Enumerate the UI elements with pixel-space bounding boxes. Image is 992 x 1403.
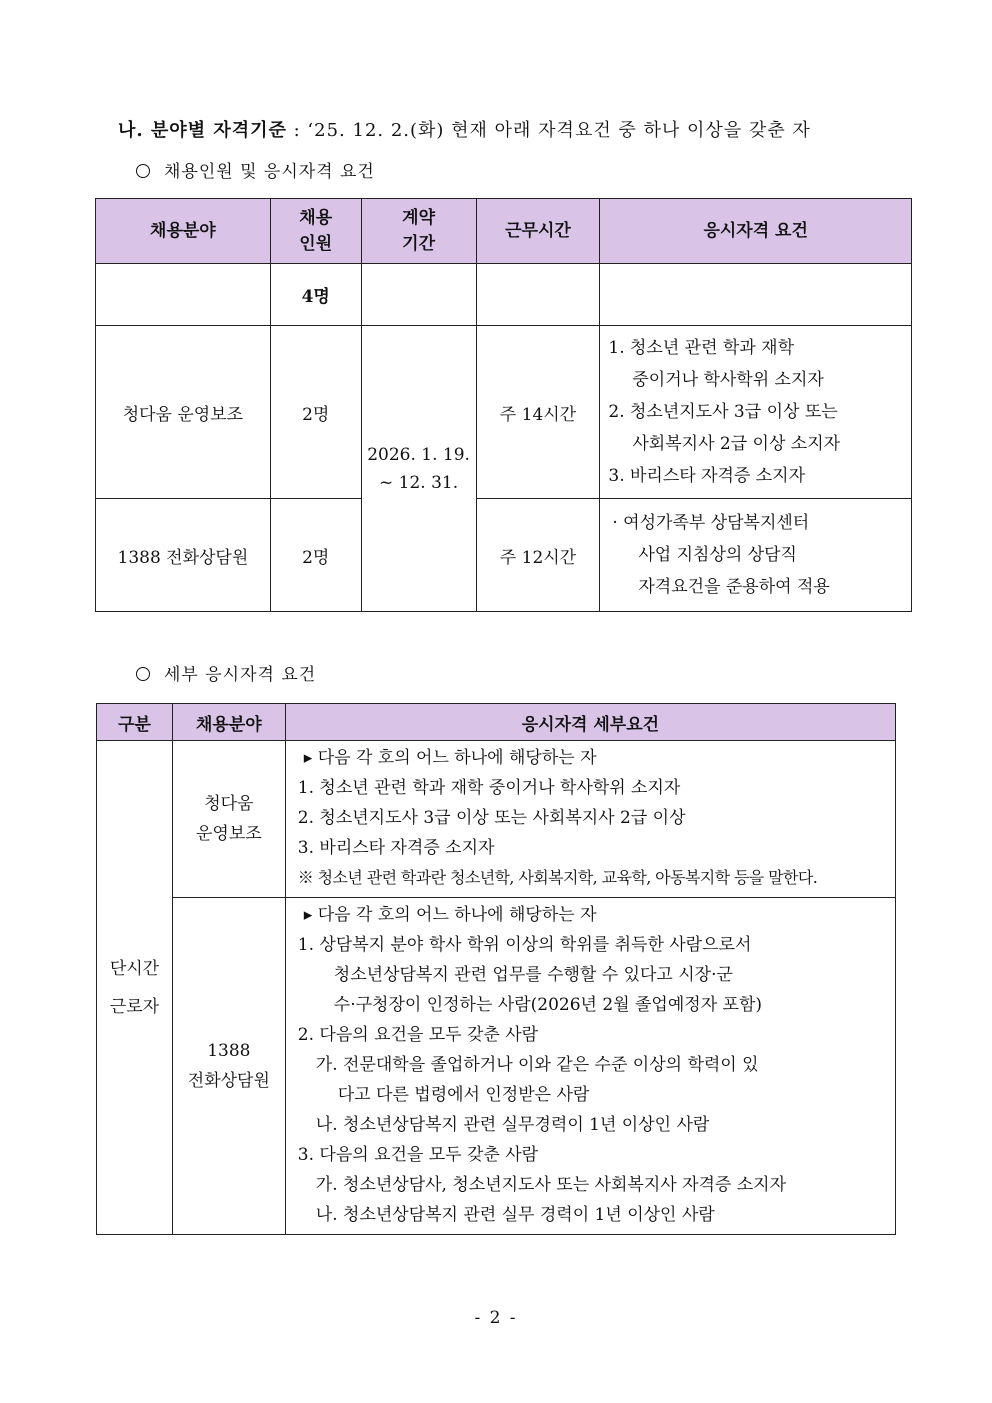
detail-lines: ▸ 다음 각 호의 어느 하나에 해당하는 자 1. 청소년 관련 학과 재학 중이거나 학사학위 소지자 2. 청소년지도사 3급 이상 또는 사회복지사 2급 이상 3. 바리스타 자격증 소지자 ※ 청소년 관련 학과란 청소년학, 사회복지학, 교육학, 아동복지학 등을 말한다. — [285, 741, 895, 898]
table-row — [96, 499, 912, 612]
detail-field: 1388 전화상담원 — [172, 898, 285, 1235]
table-row — [97, 741, 896, 898]
detail-header-detail: 응시자격 세부요건 — [285, 704, 895, 741]
table-row — [96, 326, 912, 499]
detail-lines: ▸ 다음 각 호의 어느 하나에 해당하는 자 1. 상담복지 분야 학사 학위 이상의 학위를 취득한 사람으로서 청소년상담복지 관련 업무를 수행할 수 있다고 시장·군 수·구청장이 인정하는 사람(2026년 2월 졸업예정자 포함) 2. 다음의 요건을 모두 갖춘 사람 가. 전문대학을 졸업하거나 이와 같은 수준 이상의 학력이 있 다고 다른 법령에서 인정받은 사람 나. 청소년상담복지 관련 실무경력이 1년 이상인 사람 3. 다음의 요건을 모두 갖춘 사람 가. 청소년상담사, 청소년지도사 또는 사회복지사 자격증 소지자 나. 청소년상담복지 관련 실무 경력이 1년 이상인 사람 — [285, 898, 895, 1235]
contract-period: 2026. 1. 19. ~ 12. 31. — [361, 326, 476, 612]
row-hours: 주 14시간 — [476, 326, 600, 499]
detail-header-category: 구분 — [97, 704, 173, 741]
row-field: 1388 전화상담원 — [96, 499, 271, 612]
row-requirements: · 여성가족부 상담복지센터 사업 지침상의 상담직 자격요건을 준용하여 적용 — [600, 499, 912, 612]
section-criteria: ‘25. 12. 2.(화) 현재 아래 자격요건 중 하나 이상을 갖춘 자 — [307, 120, 811, 141]
detail-subtitle-line — [136, 660, 316, 685]
detail-header-row — [97, 704, 896, 741]
section-title: 나. 분야별 자격기준 — [118, 120, 287, 141]
section-heading — [118, 116, 811, 142]
table-row — [97, 898, 896, 1235]
detail-field: 청다움 운영보조 — [172, 741, 285, 898]
detail-table — [96, 703, 896, 1235]
summary-subtitle: 채용인원 및 응시자격 요건 — [164, 162, 375, 182]
row-count: 2명 — [270, 326, 361, 499]
table-cell — [476, 264, 600, 326]
row-count: 2명 — [270, 499, 361, 612]
summary-header-field: 채용분야 — [96, 199, 271, 264]
summary-header-requirements: 응시자격 요건 — [600, 199, 912, 264]
row-field: 청다움 운영보조 — [96, 326, 271, 499]
summary-subtitle-line — [136, 157, 375, 182]
row-requirements: 1. 청소년 관련 학과 재학 중이거나 학사학위 소지자 2. 청소년지도사 3급 이상 또는 사회복지사 2급 이상 소지자 3. 바리스타 자격증 소지자 — [600, 326, 912, 499]
summary-header-period: 계약 기간 — [361, 199, 476, 264]
summary-header-hours: 근무시간 — [476, 199, 600, 264]
table-cell — [361, 264, 476, 326]
summary-header-count: 채용 인원 — [270, 199, 361, 264]
total-count: 4명 — [270, 264, 361, 326]
circle-bullet-icon — [136, 164, 150, 178]
summary-total-row — [96, 264, 912, 326]
table-cell — [96, 264, 271, 326]
summary-header-row — [96, 199, 912, 264]
section-colon: : — [286, 120, 308, 141]
row-hours: 주 12시간 — [476, 499, 600, 612]
page-number: - 2 - — [474, 1308, 518, 1328]
category-cell: 단시간 근로자 — [97, 741, 173, 1235]
table-cell — [600, 264, 912, 326]
summary-table — [95, 198, 912, 612]
circle-bullet-icon — [136, 667, 150, 681]
detail-header-field: 채용분야 — [172, 704, 285, 741]
detail-subtitle: 세부 응시자격 요건 — [164, 665, 317, 685]
